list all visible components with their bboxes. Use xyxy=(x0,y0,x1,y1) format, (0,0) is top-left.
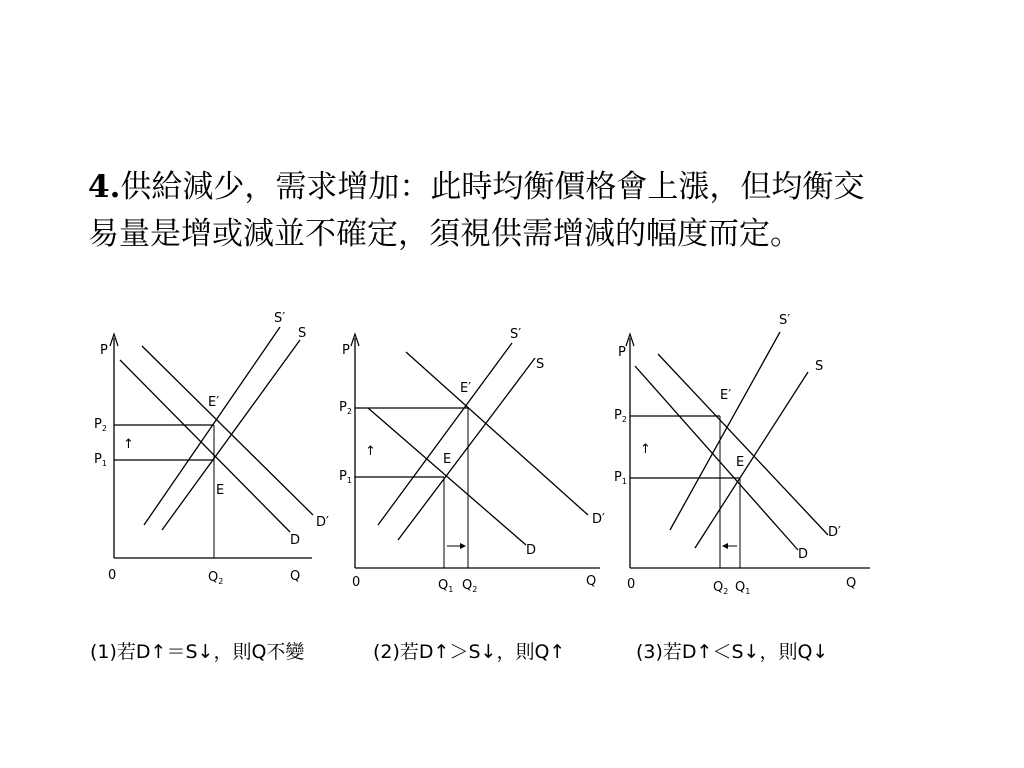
p1-label: $P_1$ xyxy=(614,470,627,486)
q1-tick-label: $Q_1$ xyxy=(735,580,751,596)
supply-curve-s xyxy=(695,372,808,548)
s-label: S xyxy=(536,357,545,372)
demand-curve-d-prime xyxy=(406,352,588,515)
p-axis-label: P xyxy=(618,345,626,360)
s-label: S xyxy=(815,359,824,374)
q-axis-label: Q xyxy=(586,574,597,589)
p-axis-label: P xyxy=(100,343,108,358)
e-label: E xyxy=(216,483,225,498)
e-label: E xyxy=(736,455,745,470)
panel-2 xyxy=(339,327,605,663)
text-line-2: 易量是增或減並不確定，須視供需增減的幅度而定。 xyxy=(88,216,801,252)
panel-1 xyxy=(90,311,329,663)
q1-tick-label: $Q_1$ xyxy=(438,578,454,594)
s-prime-label: S′ xyxy=(779,313,791,328)
demand-curve-d xyxy=(635,366,798,550)
slide-body-text xyxy=(88,164,948,258)
p1-label: $P_1$ xyxy=(339,469,352,485)
p2-label: $P_2$ xyxy=(94,417,107,433)
e-prime-label: E′ xyxy=(208,395,220,410)
text-line-1-content: 供給減少，需求增加：此時均衡價格會上漲，但均衡交 xyxy=(120,169,865,205)
d-prime-label: D′ xyxy=(828,525,841,540)
panel-3-caption: (3)若D↑＜S↓，則Q↓ xyxy=(636,641,829,663)
p1-label: $P_1$ xyxy=(94,452,107,468)
panel-2-caption: (2)若D↑＞S↓，則Q↑ xyxy=(373,641,566,663)
p-axis-label: P xyxy=(342,343,350,358)
supply-curve-s-prime xyxy=(144,327,280,525)
s-label: S xyxy=(298,326,307,341)
d-label: D xyxy=(290,533,301,548)
origin-label: 0 xyxy=(352,575,361,590)
heading-number: 4. xyxy=(88,169,121,205)
q-axis-label: Q xyxy=(290,569,301,584)
e-prime-label: E′ xyxy=(460,381,472,396)
d-prime-label: D′ xyxy=(592,512,605,527)
price-up-arrow: ↑ xyxy=(365,444,376,459)
q-axis-label: Q xyxy=(846,576,857,591)
q2-tick-label: $Q_2$ xyxy=(713,580,729,596)
supply-curve-s xyxy=(162,340,300,530)
e-prime-label: E′ xyxy=(720,388,732,403)
text-line-1 xyxy=(88,164,948,211)
s-prime-label: S′ xyxy=(510,327,522,342)
origin-label: 0 xyxy=(627,577,636,592)
price-up-arrow: ↑ xyxy=(640,442,651,457)
q2-tick-label: $Q_2$ xyxy=(462,578,478,594)
e-label: E xyxy=(443,452,452,467)
supply-demand-diagrams xyxy=(80,300,880,680)
panel-1-caption: (1)若D↑＝S↓，則Q不變 xyxy=(90,641,305,663)
d-label: D xyxy=(526,543,537,558)
panel-3 xyxy=(614,313,870,663)
s-prime-label: S′ xyxy=(274,311,286,326)
d-label: D xyxy=(798,547,809,562)
p2-label: $P_2$ xyxy=(614,408,627,424)
origin-label: 0 xyxy=(108,568,117,583)
price-up-arrow: ↑ xyxy=(123,437,134,452)
q2-tick-label: $Q_2$ xyxy=(208,570,224,586)
demand-curve-d xyxy=(120,360,290,532)
d-prime-label: D′ xyxy=(316,515,329,530)
p2-label: $P_2$ xyxy=(339,400,352,416)
